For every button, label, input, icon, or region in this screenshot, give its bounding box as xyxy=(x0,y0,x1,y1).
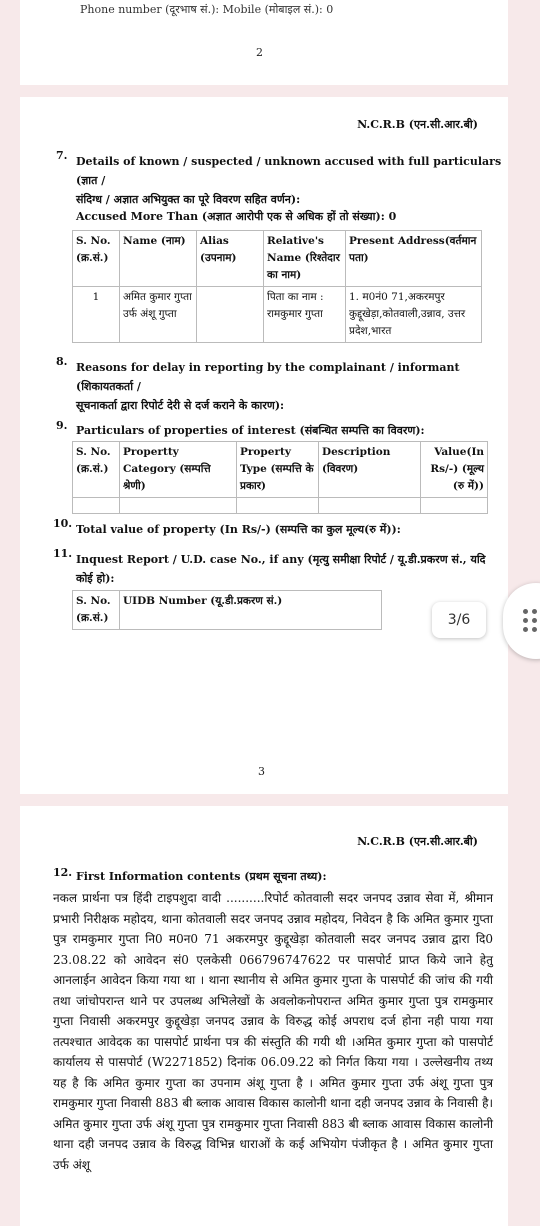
table-header-cell: UIDB Number (यू.डी.प्रकरण सं.) xyxy=(120,591,382,630)
table-cell xyxy=(319,498,421,514)
table-row xyxy=(73,498,488,514)
section-7-line1: Details of known / suspected / unknown accused with full particulars (ज्ञात / xyxy=(76,155,502,187)
document-page-4 xyxy=(20,806,508,1226)
section-12-number: 12. xyxy=(53,866,73,879)
table-header-row xyxy=(73,591,382,630)
section-9-title: Particulars of properties of interest (संबन्धित सम्पत्ति का विवरण): xyxy=(76,424,425,437)
table-cell: पिता का नाम : रामकुमार गुप्ता xyxy=(264,287,346,343)
document-page-2 xyxy=(20,0,508,85)
table-header-cell: Name (नाम) xyxy=(120,231,197,287)
table-cell xyxy=(73,498,120,514)
page-number: 3 xyxy=(258,765,265,778)
section-11-title xyxy=(76,550,486,588)
section-8-number: 8. xyxy=(56,355,68,368)
table-cell: अमित कुमार गुप्ता उर्फ अंशू गुप्ता xyxy=(120,287,197,343)
section-10-title: Total value of property (In Rs/-) (सम्पत्ति का कुल मूल्य(रु में)): xyxy=(76,523,401,536)
table-header-cell: Present Address(वर्तमान पता) xyxy=(346,231,482,287)
table-cell xyxy=(197,287,264,343)
grid-dots-icon xyxy=(523,609,540,633)
table-header-cell: Alias (उपनाम) xyxy=(197,231,264,287)
table-header-cell: S. No. (क्र.सं.) xyxy=(73,231,120,287)
table-cell xyxy=(237,498,319,514)
ncrb-header: N.C.R.B (एन.सी.आर.बी) xyxy=(357,835,478,848)
property-table xyxy=(72,441,488,514)
table-header-row xyxy=(73,442,488,498)
accused-table xyxy=(72,230,482,343)
first-information-paragraph: नकल प्रार्थना पत्र हिंदी टाइपशुदा वादी ..........रिपोर्ट कोतवाली सदर जनपद उन्नाव सेवा में, श्रीमान प्रभारी निरीक्षक महोदय, थाना कोतवाली सदर जनपद उन्नाव महोदय, निवेदन है कि अमित कुमार गुप्ता पुत्र रामकुमार गुप्ता नि0 म0न0 71 अकरमपुर कुद्दूखेड़ा कोतवाली सदर जनपद उन्नाव द्वारा दि0 23.08.22 को आवेदन सं0 एलकेसी 066796747622 पर पासपोर्ट प्राप्त किये जाने हेतु आनलाईन आवेदन किया गया था । थाना स्थानीय से अमित कुमार गुप्ता के पासपोर्ट की जांच की गयी तथा जांचोपरान्त थाने पर उपलब्ध अभिलेखों के अवलोकनोपरान्त अमित कुमार गुप्ता पुत्र रामकुमार गुप्ता निवासी अकरमपुर कुद्दूखेड़ा जनपद उन्नाव के विरुद्ध कोई अपराध दर्ज होना नही पाया गया तत्पश्चात आवेदक का पासपोर्ट प्रार्थना पत्र की संस्तुति की गयी थी ।अमित कुमार गुप्ता को पासपोर्ट कार्यालय से पासपोर्ट (W2271852) दिनांक 06.09.22 को निर्गत किया गया । उल्लेखनीय तथ्य यह है कि अमित कुमार गुप्ता का उपनाम अंशू गुप्ता है । अमित कुमार गुप्ता उर्फ अंशू गुप्ता पुत्र रामकुमार गुप्ता निवासी 883 बी ब्लाक आवास विकास कालोनी थाना दही जनपद उन्नाव के निवासी है। अमित कुमार गुप्ता उर्फ अंशू गुप्ता पुत्र रामकुमार गुप्ता निवासी 883 बी ब्लाक आवास विकास कालोनी थाना दही जनपद उन्नाव के विरुद्ध विभिन्न धाराओं के कई अभियोग पंजीकृत है । अमित कुमार गुप्ता उर्फ अंशू xyxy=(53,891,493,1172)
table-cell: 1. म0नं0 71,अकरमपुर कुद्दूखेड़ा,कोतवाली,उन्नाव, उत्तर प्रदेश,भारत xyxy=(346,287,482,343)
table-cell xyxy=(421,498,488,514)
section-9-number: 9. xyxy=(56,419,68,432)
section-8-title xyxy=(76,358,508,415)
table-header-cell: S. No. (क्र.सं.) xyxy=(73,442,120,498)
section-11-line1: Inquest Report / U.D. case No., if any (मृत्यु समीक्षा रिपोर्ट / यू.डी.प्रकरण सं., यदि xyxy=(76,553,486,566)
inquest-table xyxy=(72,590,382,630)
table-row xyxy=(73,287,482,343)
table-header-cell: Relative's Name (रिश्तेदार का नाम) xyxy=(264,231,346,287)
section-8-line1: Reasons for delay in reporting by the complainant / informant (शिकायतकर्ता / xyxy=(76,361,460,393)
table-header-cell: Propertty Category (सम्पत्ति श्रेणी) xyxy=(120,442,237,498)
accused-more-than: Accused More Than (अज्ञात आरोपी एक से अधिक हों तो संख्या): 0 xyxy=(76,210,397,223)
ncrb-header: N.C.R.B (एन.सी.आर.बी) xyxy=(357,118,478,131)
document-page-3 xyxy=(20,97,508,794)
table-cell xyxy=(120,498,237,514)
table-cell: 1 xyxy=(73,287,120,343)
table-header-cell: S. No. (क्र.सं.) xyxy=(73,591,120,630)
phone-mobile-line: Phone number (दूरभाष सं.): Mobile (मोबाइल सं.): 0 xyxy=(80,3,334,16)
section-7-number: 7. xyxy=(56,149,68,162)
section-10-number: 10. xyxy=(53,517,73,530)
section-7-title xyxy=(76,152,508,209)
section-11-number: 11. xyxy=(53,547,73,560)
page-indicator: 3/6 xyxy=(432,602,486,638)
table-header-row xyxy=(73,231,482,287)
menu-button[interactable] xyxy=(503,583,540,659)
section-7-line2: संदिग्ध / अज्ञात अभियुक्त का पूरे विवरण सहित वर्णन): xyxy=(76,193,301,206)
table-header-cell: Description (विवरण) xyxy=(319,442,421,498)
page-number: 2 xyxy=(256,46,263,59)
table-header-cell: Property Type (सम्पत्ति के प्रकार) xyxy=(237,442,319,498)
section-12-title: First Information contents (प्रथम सूचना तथ्य): xyxy=(76,870,327,883)
section-11-line2: कोई हो): xyxy=(76,572,115,585)
table-header-cell: Value(In Rs/-) (मूल्य (रु में)) xyxy=(421,442,488,498)
section-8-line2: सूचनाकर्ता द्वारा रिपोर्ट देरी से दर्ज कराने के कारण): xyxy=(76,399,285,412)
